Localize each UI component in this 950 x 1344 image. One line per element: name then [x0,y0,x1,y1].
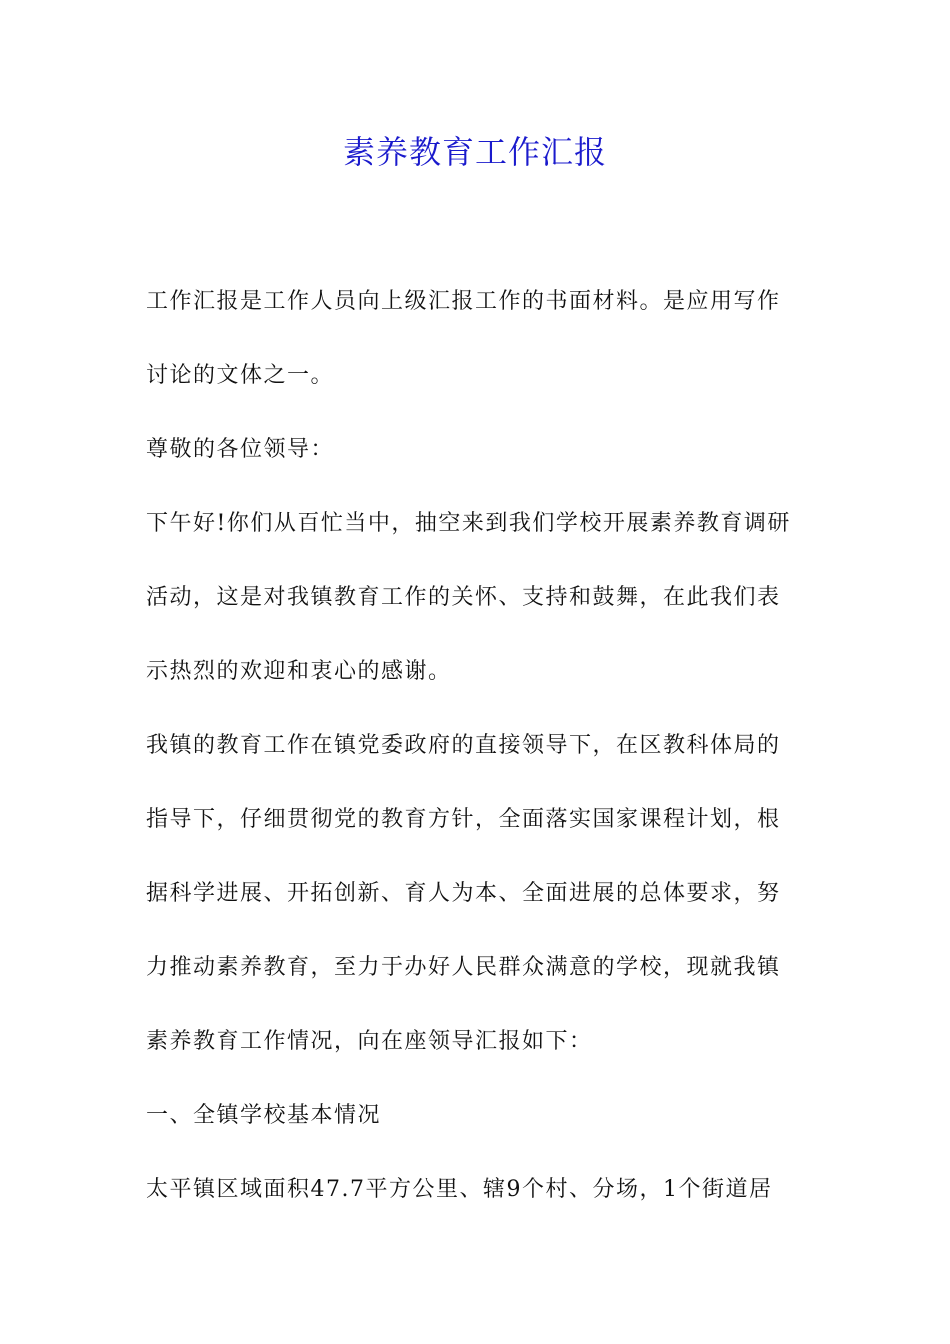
body-line: 讨论的文体之一。 [146,363,335,388]
body-line: 示热烈的欢迎和衷心的感谢。 [146,659,452,684]
body-line: 指导下，仔细贯彻党的教育方针，全面落实国家课程计划，根 [146,807,781,832]
body-line: 下午好!你们从百忙当中，抽空来到我们学校开展素养教育调研 [146,511,791,536]
document-title: 素养教育工作汇报 [342,133,607,171]
body-line: 力推动素养教育，至力于办好人民群众满意的学校，现就我镇 [146,955,781,980]
document-body [146,265,806,1227]
body-line: 我镇的教育工作在镇党委政府的直接领导下，在区教科体局的 [146,733,781,758]
body-line: 据科学进展、开拓创新、育人为本、全面进展的总体要求，努 [146,881,781,906]
section-heading: 一、全镇学校基本情况 [146,1103,382,1128]
body-line: 素养教育工作情况，向在座领导汇报如下： [146,1029,593,1054]
body-line: 工作汇报是工作人员向上级汇报工作的书面材料。是应用写作 [146,289,781,314]
body-line: 太平镇区域面积47.7平方公里、辖9个村、分场，1个街道居 [146,1177,773,1202]
body-line: 活动，这是对我镇教育工作的关怀、支持和鼓舞，在此我们表 [146,585,781,610]
body-line: 尊敬的各位领导： [146,437,335,462]
